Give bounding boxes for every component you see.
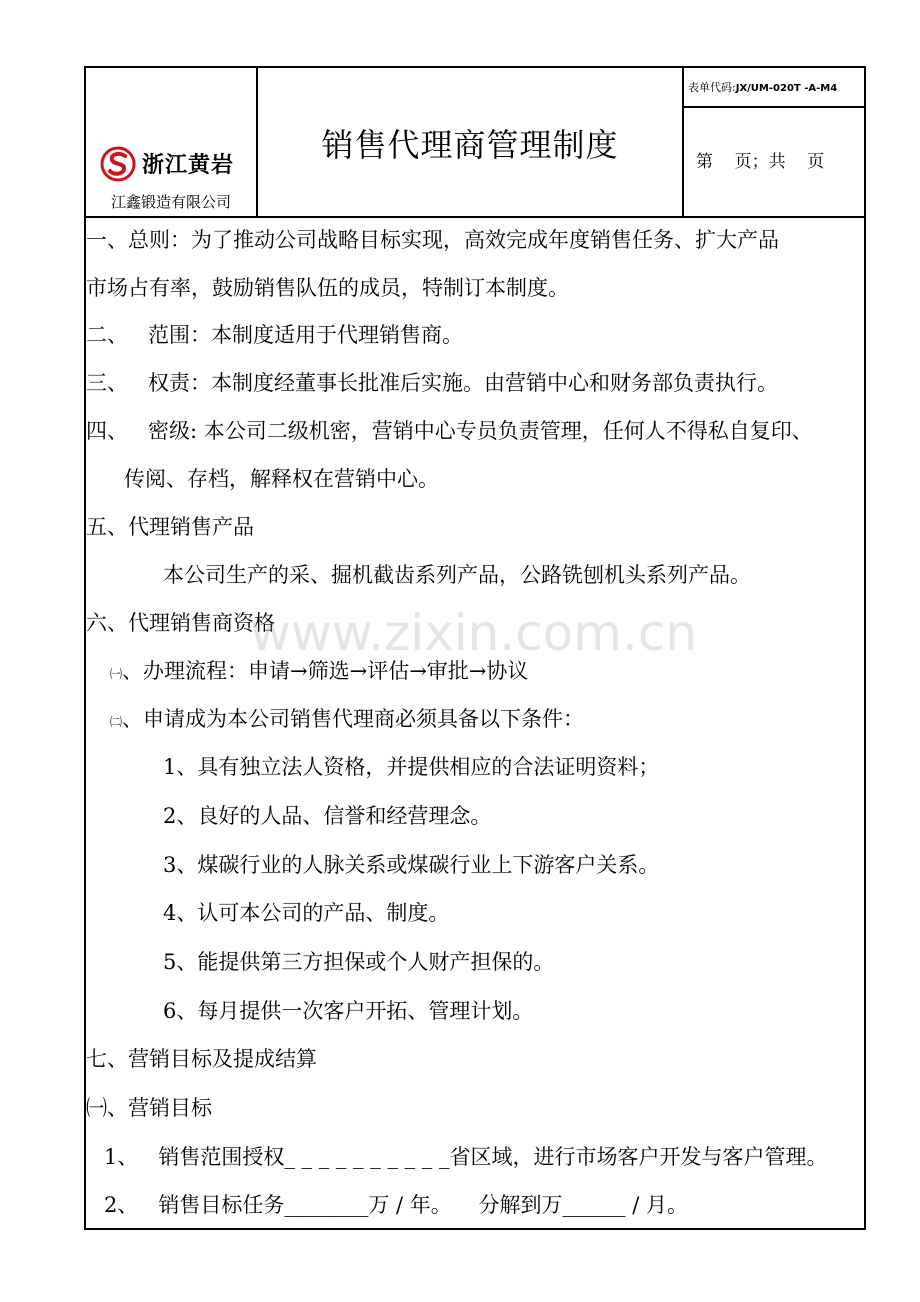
list-item: 4、认可本公司的产品、制度。 xyxy=(163,901,450,925)
company-name: 江鑫锻造有限公司 xyxy=(110,193,231,211)
section-heading: 六、代理销售商资格 xyxy=(86,611,275,635)
document-header xyxy=(86,68,864,218)
list-item: 2、良好的人品、信誉和经营理念。 xyxy=(163,804,492,828)
page-title: 销售代理商管理制度 xyxy=(321,126,619,164)
list-item: 2、 销售目标任务________万 / 年。 分解到万______ / 月。 xyxy=(104,1193,688,1217)
meta-cell xyxy=(682,68,864,216)
list-marker: ㈠ xyxy=(110,667,123,681)
list-item: 1、具有独立法人资格，并提供相应的合法证明资料； xyxy=(163,755,660,779)
form-code-label: 表单代码: xyxy=(688,81,736,94)
list-item: 3、煤碳行业的人脉关系或煤碳行业上下游客户关系。 xyxy=(163,853,660,877)
document-frame xyxy=(84,66,866,1230)
text-line: 本公司生产的采、掘机截齿系列产品，公路铣刨机头系列产品。 xyxy=(163,563,751,587)
list-item-text: 、申请成为本公司销售代理商必须具备以下条件： xyxy=(122,707,585,731)
text-line: 传阅、存档，解释权在营销中心。 xyxy=(124,467,439,491)
list-item xyxy=(110,656,528,686)
watermark: www.zixin.com.cn xyxy=(250,604,698,662)
list-item-text: 、办理流程：申请→筛选→评估→审批→协议 xyxy=(122,659,529,683)
subsection-heading: ㈠、营销目标 xyxy=(86,1096,212,1120)
page-count: 第 页；共 页 xyxy=(696,152,825,172)
text-line: 市场占有率，鼓励销售队伍的成员，特制订本制度。 xyxy=(86,276,569,300)
section-heading: 七、营销目标及提成结算 xyxy=(86,1047,317,1071)
form-code-value: JX/UM-020T -A-M4 xyxy=(735,83,838,94)
list-item: 5、能提供第三方担保或个人财产担保的。 xyxy=(163,950,555,974)
text-line: 四、 密级: 本公司二级机密，营销中心专员负责管理，任何人不得私自复印、 xyxy=(86,419,813,443)
list-item: 6、每月提供一次客户开拓、管理计划。 xyxy=(163,999,534,1023)
brand-name: 浙江黄岩 xyxy=(142,153,235,178)
title-cell xyxy=(258,68,682,216)
list-marker: ㈡ xyxy=(110,715,123,729)
form-code-row xyxy=(684,68,864,108)
company-logo-icon xyxy=(100,146,136,182)
text-line: 二、 范围：本制度适用于代理销售商。 xyxy=(86,323,464,347)
logo-cell xyxy=(86,68,258,216)
text-line: 一、总则：为了推动公司战略目标实现，高效完成年度销售任务、扩大产品 xyxy=(86,228,779,252)
list-item: 1、 销售范围授权_ _ _ _ _ _ _ _ _ _省区域，进行市场客户开发与客户管理。 xyxy=(104,1145,828,1169)
section-heading: 五、代理销售产品 xyxy=(86,515,254,539)
list-item xyxy=(110,704,584,734)
text-line: 三、 权责：本制度经董事长批准后实施。由营销中心和财务部负责执行。 xyxy=(86,371,779,395)
